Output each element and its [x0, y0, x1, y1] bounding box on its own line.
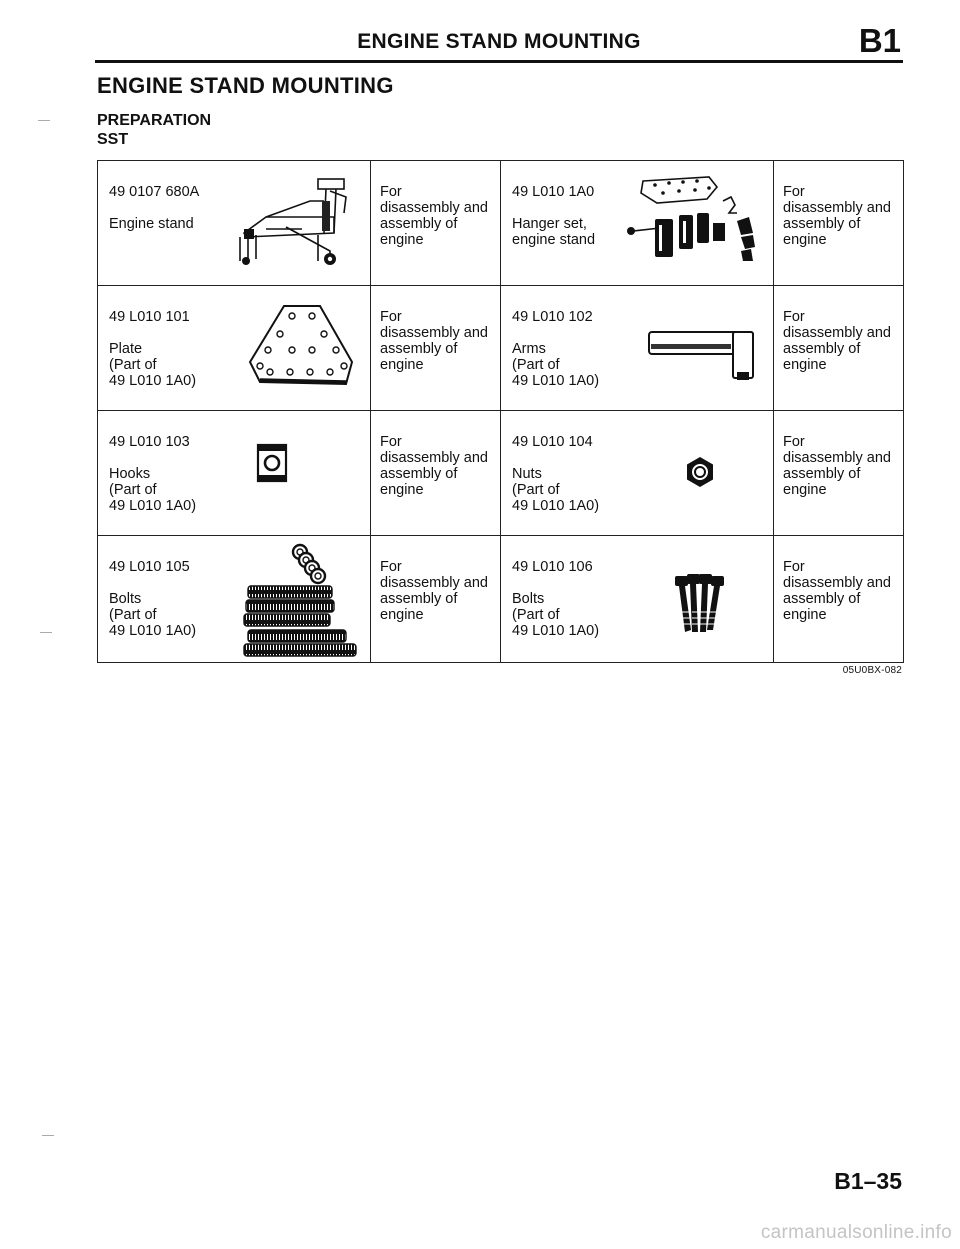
hook-icon: [254, 441, 294, 487]
purpose-line: assembly of: [783, 216, 861, 232]
preparation-heading: PREPARATION: [97, 112, 212, 129]
tool-part-number: 49 L010 105: [109, 559, 190, 575]
purpose-line: For: [380, 559, 402, 575]
purpose-cell: [774, 286, 904, 411]
purpose-line: disassembly and: [380, 450, 488, 466]
purpose-line: engine: [783, 357, 827, 373]
tool-name: Plate: [109, 341, 143, 357]
purpose-cell: [774, 161, 904, 286]
purpose-line: disassembly and: [380, 325, 488, 341]
purpose-line: assembly of: [380, 216, 458, 232]
tool-name: (Part of: [109, 607, 157, 623]
tool-name: 49 L010 1A0): [512, 498, 600, 514]
tool-name: Bolts: [109, 591, 142, 607]
arm-icon: [647, 326, 759, 386]
purpose-line: For: [783, 434, 805, 450]
tool-part-number: 49 L010 103: [109, 434, 190, 450]
section-title: ENGINE STAND MOUNTING: [97, 73, 394, 98]
engine-stand-icon: [226, 175, 356, 267]
purpose-line: engine: [783, 482, 827, 498]
purpose-line: engine: [380, 482, 424, 498]
running-title: ENGINE STAND MOUNTING: [357, 30, 641, 53]
purpose-line: engine: [380, 232, 424, 248]
purpose-line: assembly of: [380, 466, 458, 482]
tool-cell: [98, 536, 371, 663]
purpose-line: disassembly and: [380, 200, 488, 216]
purpose-line: engine: [380, 357, 424, 373]
purpose-line: assembly of: [783, 341, 861, 357]
purpose-line: For: [783, 309, 805, 325]
tool-part-number: 49 L010 104: [512, 434, 593, 450]
tool-name: 49 L010 1A0): [109, 498, 197, 514]
purpose-line: For: [783, 184, 805, 200]
tool-cell: [501, 536, 774, 663]
sst-heading: SST: [97, 131, 129, 148]
figure-code: 05U0BX-082: [842, 665, 902, 676]
purpose-line: For: [783, 559, 805, 575]
tool-cell: [98, 411, 371, 536]
scan-mark: [40, 632, 52, 633]
purpose-line: assembly of: [380, 591, 458, 607]
tool-name: Hooks: [109, 466, 151, 482]
tool-cell: [98, 286, 371, 411]
purpose-line: engine: [380, 607, 424, 623]
plate-icon: [246, 300, 358, 394]
nut-icon: [683, 455, 717, 489]
tool-part-number: 49 0107 680A: [109, 184, 200, 200]
tool-name: Engine stand: [109, 216, 194, 232]
tool-name: 49 L010 1A0): [512, 623, 600, 639]
tool-name: Nuts: [512, 466, 542, 482]
table-row: [98, 411, 904, 536]
purpose-line: disassembly and: [783, 575, 891, 591]
purpose-line: disassembly and: [783, 200, 891, 216]
short-bolts-icon: [671, 572, 727, 638]
tool-cell: [501, 161, 774, 286]
watermark: carmanualsonline.info: [760, 1222, 952, 1243]
sub-heading: [97, 111, 211, 149]
tool-name: (Part of: [512, 482, 560, 498]
long-bolts-icon: [236, 542, 362, 660]
purpose-line: assembly of: [783, 591, 861, 607]
hanger-set-icon: [613, 173, 771, 273]
sst-table: [97, 160, 904, 663]
table-row: [98, 536, 904, 663]
tool-name: 49 L010 1A0): [512, 373, 600, 389]
tool-cell: [98, 161, 371, 286]
tool-name: 49 L010 1A0): [109, 623, 197, 639]
purpose-line: For: [380, 309, 402, 325]
purpose-line: For: [380, 184, 402, 200]
tool-name: (Part of: [109, 357, 157, 373]
table-row: [98, 161, 904, 286]
tool-cell: [501, 286, 774, 411]
purpose-line: engine: [783, 232, 827, 248]
purpose-cell: [774, 411, 904, 536]
purpose-line: assembly of: [783, 466, 861, 482]
purpose-cell: [774, 536, 904, 663]
purpose-cell: [371, 286, 501, 411]
page-header: [95, 22, 903, 63]
purpose-line: assembly of: [380, 341, 458, 357]
tool-cell: [501, 411, 774, 536]
tool-part-number: 49 L010 1A0: [512, 184, 595, 200]
purpose-line: disassembly and: [783, 325, 891, 341]
tool-name: engine stand: [512, 232, 596, 248]
tool-name: (Part of: [512, 607, 560, 623]
tool-name: (Part of: [512, 357, 560, 373]
section-code: B1: [858, 22, 901, 59]
page-number: B1–35: [834, 1168, 902, 1194]
purpose-line: disassembly and: [380, 575, 488, 591]
tool-name: Bolts: [512, 591, 545, 607]
tool-name: Hanger set,: [512, 216, 587, 232]
purpose-line: engine: [783, 607, 827, 623]
purpose-line: disassembly and: [783, 450, 891, 466]
tool-name: (Part of: [109, 482, 157, 498]
purpose-cell: [371, 411, 501, 536]
tool-name: 49 L010 1A0): [109, 373, 197, 389]
purpose-cell: [371, 161, 501, 286]
table-row: [98, 286, 904, 411]
tool-part-number: 49 L010 106: [512, 559, 593, 575]
tool-part-number: 49 L010 102: [512, 309, 593, 325]
tool-name: Arms: [512, 341, 546, 357]
purpose-line: For: [380, 434, 402, 450]
tool-part-number: 49 L010 101: [109, 309, 190, 325]
scan-mark: [38, 120, 50, 121]
scan-mark: [42, 1135, 54, 1136]
purpose-cell: [371, 536, 501, 663]
